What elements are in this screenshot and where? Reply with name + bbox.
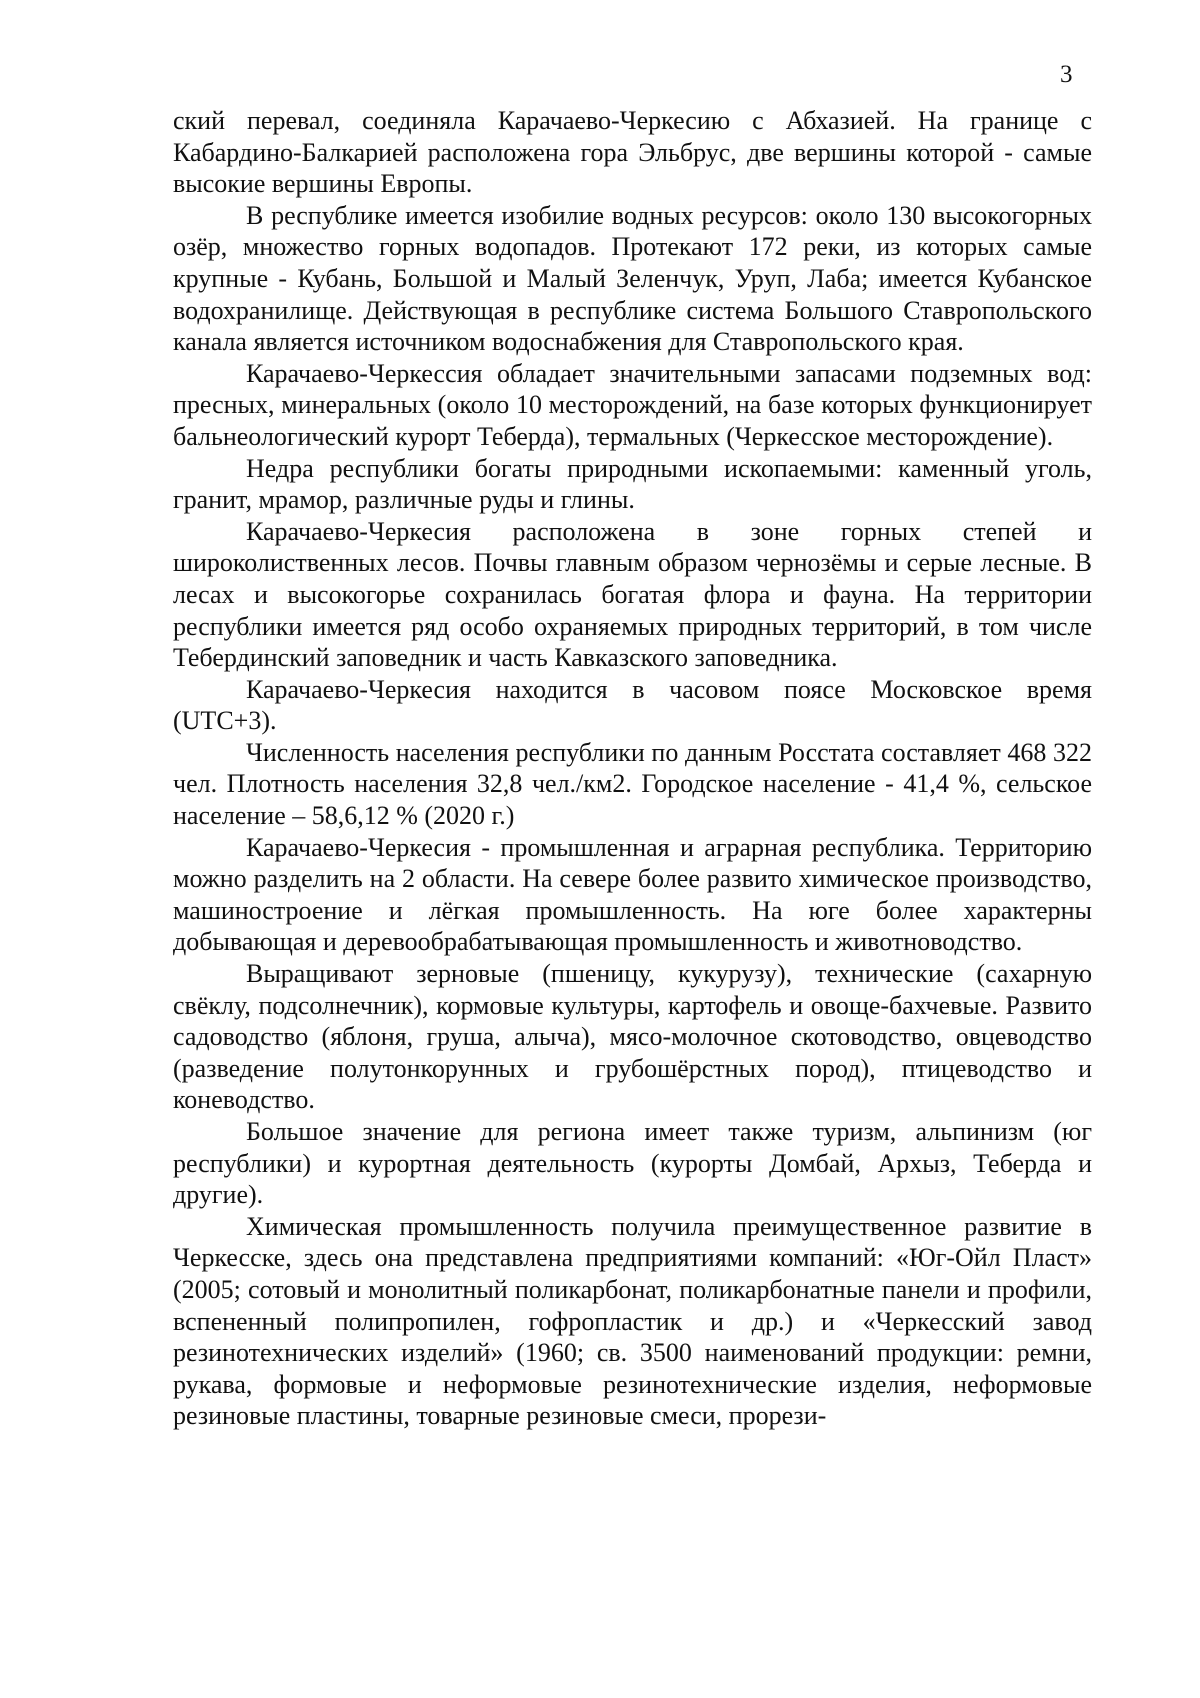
paragraph-chemical-industry: Химическая промышленность получила преимущественное развитие в Черкесске, здесь она представлена предприятиями компаний: «Юг-Ойл Пласт» (2005; сотовый и монолитный поликарбонат, поликарбонатные панели и профили, вспененный полипропилен, гофропластик и др.) и «Черкесский завод резинотехнических изделий» (1960; св. 3500 наименований продукции: ремни, рукава, формовые и неформовые резинотехнические изделия, неформовые резиновые пластины, товарные резиновые смеси, прорези-	[173, 1211, 1092, 1431]
paragraph-nature-zones: Карачаево-Черкесия расположена в зоне горных степей и широколиственных лесов. Почвы главным образом чернозёмы и серые лесные. В лесах и высокогорье сохранилась богатая флора и фауна. На территории республики имеется ряд особо охраняемых природных территорий, в том числе Тебердинский заповедник и часть Кавказского заповедника.	[173, 516, 1092, 673]
page-number: 3	[1060, 61, 1073, 88]
paragraph-economy: Карачаево-Черкесия - промышленная и аграрная республика. Территорию можно разделить на 2 области. На севере более развито химическое производство, машиностроение и лёгкая промышленность. На юге более характерны добывающая и деревообрабатывающая промышленность и животноводство.	[173, 832, 1092, 957]
paragraph-minerals: Недра республики богаты природными ископаемыми: каменный уголь, гранит, мрамор, различные руды и глины.	[173, 453, 1092, 515]
paragraph-water-resources: В республике имеется изобилие водных ресурсов: около 130 высокогорных озёр, множество горных водопадов. Протекают 172 реки, из которых самые крупные - Кубань, Большой и Малый Зеленчук, Уруп, Лаба; имеется Кубанское водохранилище. Действующая в республике система Большого Ставропольского канала является источником водоснабжения для Ставропольского края.	[173, 200, 1092, 357]
paragraph-continuation: ский перевал, соединяла Карачаево-Черкесию с Абхазией. На границе с Кабардино-Балкарией расположена гора Эльбрус, две вершины которой - самые высокие вершины Европы.	[173, 106, 1092, 199]
paragraph-underground-waters: Карачаево-Черкессия обладает значительными запасами подземных вод: пресных, минеральных (около 10 месторождений, на базе которых функционирует бальнеологический курорт Теберда), термальных (Черкесское месторождение).	[173, 358, 1092, 451]
paragraph-tourism: Большое значение для региона имеет также туризм, альпинизм (юг республики) и курортная деятельность (курорты Домбай, Архыз, Теберда и другие).	[173, 1117, 1092, 1210]
paragraph-population: Численность населения республики по данным Росстата составляет 468 322 чел. Плотность населения 32,8 чел./км2. Городское население - 41,4 %, сельское население – 58,6,12 % (2020 г.)	[173, 737, 1092, 831]
document-body	[173, 105, 1092, 1432]
paragraph-agriculture: Выращивают зерновые (пшеницу, кукурузу), технические (сахарную свёклу, подсолнечник), кормовые культуры, картофель и овоще-бахчевые. Развито садоводство (яблоня, груша, алыча), мясо-молочное скотоводство, овцеводство (разведение полутонкорунных и грубошёрстных пород), птицеводство и коневодство.	[173, 959, 1092, 1115]
paragraph-time-zone: Карачаево-Черкесия находится в часовом поясе Московское время (UTC+3).	[173, 674, 1092, 736]
